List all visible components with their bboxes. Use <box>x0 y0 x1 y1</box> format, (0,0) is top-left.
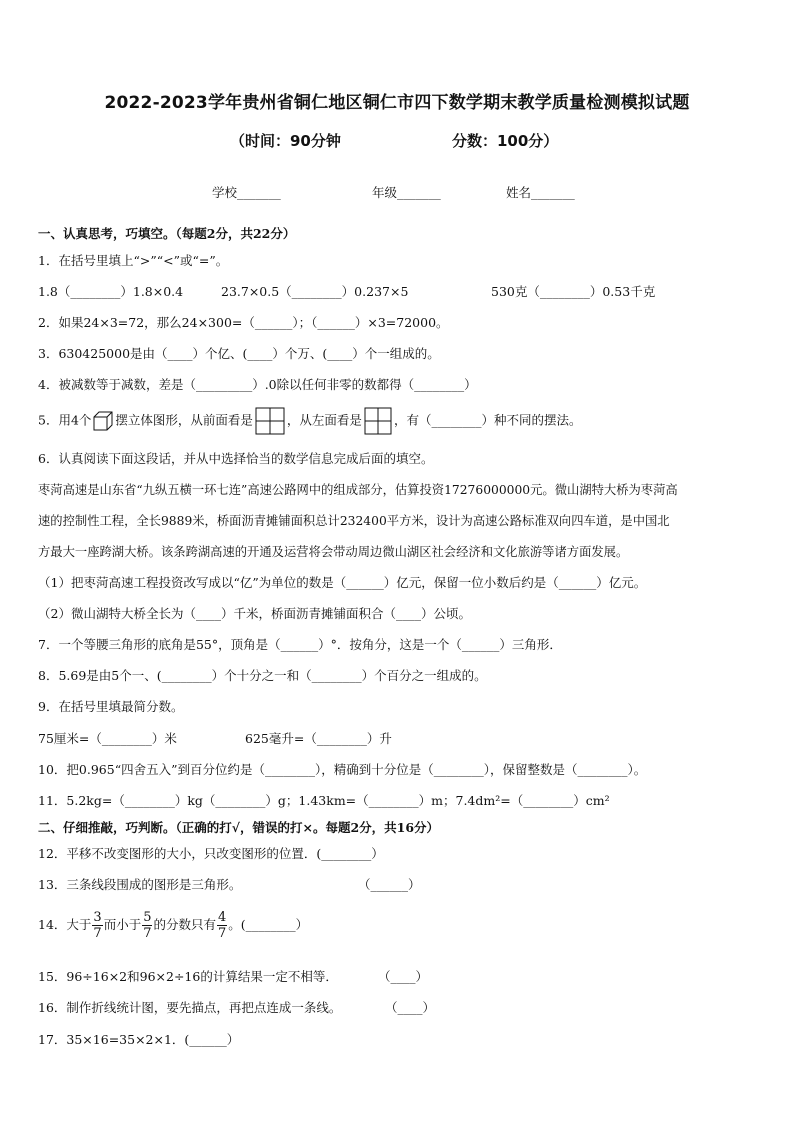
question-6-stem: 6．认真阅读下面这段话，并从中选择恰当的数学信息完成后面的填空。 <box>38 451 434 466</box>
question-6-sub-2[interactable]: （2）微山湖特大桥全长为（____）千米，桥面沥青摊铺面积合（____）公顷。 <box>38 606 471 621</box>
question-12[interactable]: 12．平移不改变图形的大小，只改变图形的位置．(________） <box>38 846 384 861</box>
question-14[interactable] <box>38 910 308 941</box>
exam-meta <box>0 130 794 152</box>
question-9b[interactable]: 625毫升=（________）升 <box>245 731 392 746</box>
question-14-part4: 。(________） <box>228 917 309 932</box>
page-title: 2022-2023学年贵州省铜仁地区铜仁市四下数学期末教学质量检测模拟试题 <box>104 93 690 113</box>
fraction-5-7: $\frac{5}{7}$ <box>143 910 152 941</box>
section-2-heading: 二、仔细推敲，巧判断。（正确的打√，错误的打×。每题2分，共16分） <box>38 820 440 835</box>
question-10[interactable]: 10．把0.965“四舍五入”到百分位约是（________），精确到十分位是（________），保留整数是（________）。 <box>38 762 647 777</box>
question-15 <box>38 967 458 985</box>
question-11[interactable]: 11．5.2kg=（________）kg（________）g；1.43km=（________）m；7.4dm²=（________）cm² <box>38 793 610 808</box>
question-6-sub-1[interactable]: （1）把枣菏高速工程投资改写成以“亿”为单位的数是（______）亿元，保留一位小数后约是（______）亿元。 <box>38 575 647 590</box>
front-view-grid-icon <box>255 407 285 435</box>
question-15-text: 15．96÷16×2和96×2÷16的计算结果一定不相等． <box>38 969 338 984</box>
question-14-part1: 14．大于 <box>38 917 92 932</box>
question-6-para-1: 枣菏高速是山东省“九纵五横一环七连”高速公路网中的组成部分，估算投资17276000000元。微山湖特大桥为枣菏高 <box>38 483 678 497</box>
fraction-4-7: $\frac{4}{7}$ <box>218 910 227 941</box>
question-9a[interactable]: 75厘米=（________）米 <box>38 731 177 746</box>
left-view-grid-icon <box>364 407 392 435</box>
question-1c[interactable]: 530克（________）0.53千克 <box>491 284 656 299</box>
question-5-part2: 摆立体图形，从前面看是 <box>115 412 253 428</box>
question-4[interactable]: 4．被减数等于减数，差是（_________）.0除以任何非零的数都得（________） <box>38 377 477 392</box>
question-1b[interactable]: 23.7×0.5（________）0.237×5 <box>221 284 409 299</box>
total-score: 分数：100分） <box>452 132 559 150</box>
school-field[interactable]: 学校_______ <box>212 185 281 200</box>
question-5-part1: 5．用4个 <box>38 412 92 428</box>
question-5-part3: ，从左面看是 <box>286 412 362 428</box>
question-5-part4: ，有（________）种不同的摆法。 <box>393 412 582 428</box>
question-15-blank[interactable]: （____） <box>378 969 429 984</box>
question-14-part3: 的分数只有 <box>153 917 216 932</box>
question-5[interactable] <box>38 407 581 435</box>
time-limit: （时间：90分钟 <box>230 132 341 150</box>
cube-icon <box>93 411 113 431</box>
section-1-heading: 一、认真思考，巧填空。（每题2分，共22分） <box>38 226 296 241</box>
question-6-para-2: 速的控制性工程，全长9889米，桥面沥青摊铺面积总计232400平方米，设计为高速公路标准双向四车道，是中国北 <box>38 514 670 528</box>
question-13 <box>38 875 458 893</box>
name-field[interactable]: 姓名_______ <box>506 185 575 200</box>
question-2[interactable]: 2．如果24×3=72，那么24×300=（______）；（______）×3=72000。 <box>38 315 449 330</box>
grade-field[interactable]: 年级_______ <box>372 185 441 200</box>
question-1a[interactable]: 1.8（________）1.8×0.4 <box>38 284 184 299</box>
question-16 <box>38 998 458 1016</box>
question-14-part2: 而小于 <box>103 917 142 932</box>
question-17[interactable]: 17．35×16=35×2×1．(______） <box>38 1032 240 1047</box>
question-3[interactable]: 3．630425000是由（____）个亿、(____）个万、(____）个一组成的。 <box>38 346 440 361</box>
question-9-stem: 9．在括号里填最简分数。 <box>38 699 184 714</box>
fraction-3-7: $\frac{3}{7}$ <box>93 910 102 941</box>
question-7[interactable]: 7．一个等腰三角形的底角是55°，顶角是（______）°．按角分，这是一个（______）三角形． <box>38 637 562 652</box>
question-8[interactable]: 8．5.69是由5个一、(________）个十分之一和（________）个百分之一组成的。 <box>38 668 487 683</box>
question-1-stem: 1．在括号里填上“>”“<”或“=”。 <box>38 253 229 268</box>
question-13-text: 13．三条线段围成的图形是三角形。 <box>38 877 242 892</box>
question-16-blank[interactable]: （____） <box>385 1000 436 1015</box>
question-16-text: 16．制作折线统计图，要先描点，再把点连成一条线。 <box>38 1000 342 1015</box>
question-6-para-3: 方最大一座跨湖大桥。该条跨湖高速的开通及运营将会带动周边微山湖区社会经济和文化旅游等诸方面发展。 <box>38 545 629 559</box>
question-13-blank[interactable]: （______） <box>358 877 421 892</box>
